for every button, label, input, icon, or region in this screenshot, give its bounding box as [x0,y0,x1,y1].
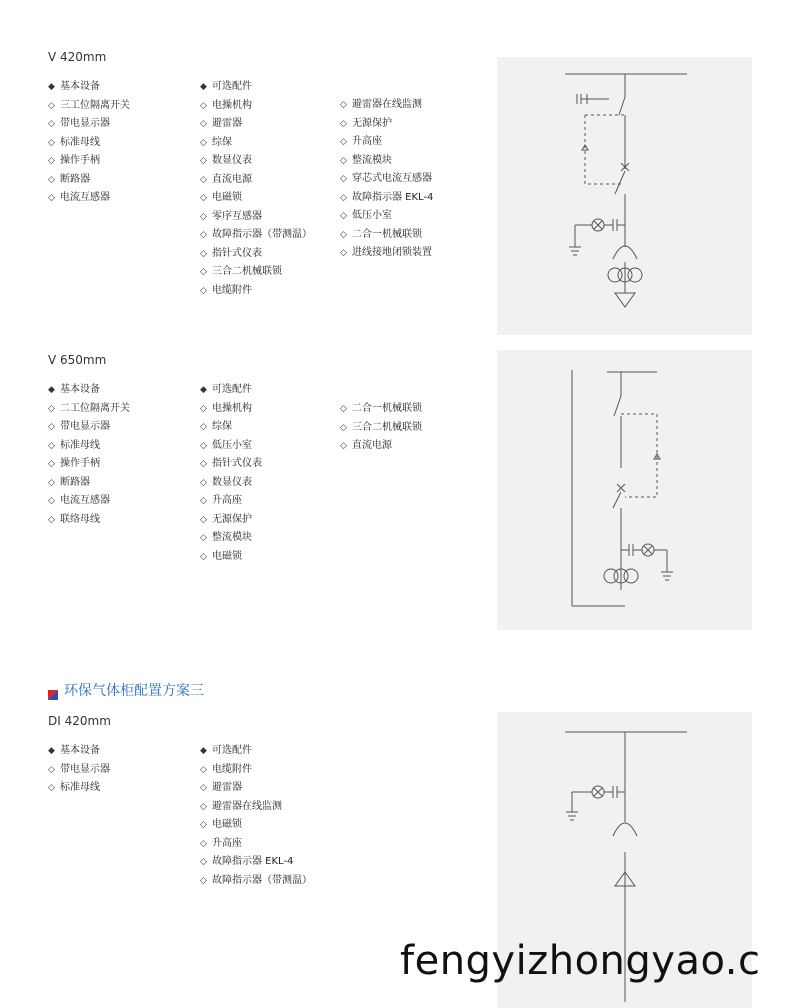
list-item [200,171,312,190]
list-item-label: 指针式仪表 [212,247,262,259]
section-1-optional-list [200,78,312,300]
filled-diamond-icon: ◆ [200,385,207,395]
list-item [48,761,110,780]
list-item [48,171,130,190]
hollow-diamond-icon: ◇ [200,533,207,543]
list-item [200,78,312,97]
list-item [48,78,130,97]
list-item [200,282,312,301]
list-item [48,742,110,761]
list-item [200,511,262,530]
list-item [200,761,312,780]
hollow-diamond-icon: ◇ [48,403,55,414]
hollow-diamond-icon: ◇ [200,156,207,166]
hollow-diamond-icon: ◇ [340,441,347,451]
hollow-diamond-icon: ◇ [340,155,347,166]
section-2-optional-list [200,381,262,566]
list-item [48,134,130,153]
list-item-label: 指针式仪表 [212,458,262,469]
hollow-diamond-icon: ◇ [200,551,207,562]
list-item-label: 三合二机械联锁 [352,421,422,433]
watermark-text: fengyizhongyao.c [400,938,761,984]
list-item-label: 故障指示器（带测温） [212,229,312,240]
hollow-diamond-icon: ◇ [200,857,207,867]
list-item [340,244,433,263]
hollow-diamond-icon: ◇ [340,422,347,433]
list-item-label: 三工位隔离开关 [60,99,130,111]
hollow-diamond-icon: ◇ [340,118,347,129]
list-item [200,208,312,227]
hollow-diamond-icon: ◇ [48,100,55,111]
list-item-label: 联络母线 [60,513,100,525]
filled-diamond-icon: ◆ [48,82,55,92]
list-item-label: 基本设备 [60,384,100,395]
hollow-diamond-icon: ◇ [48,496,55,506]
hollow-diamond-icon: ◇ [340,211,347,221]
hollow-diamond-icon: ◇ [48,137,55,148]
section-3-title: DI 420mm [48,714,111,728]
list-item [200,245,312,264]
hollow-diamond-icon: ◇ [340,192,347,203]
list-item-label: 避雷器在线监测 [352,99,422,110]
list-item [200,263,312,282]
hollow-diamond-icon: ◇ [340,100,347,110]
list-item [200,548,262,567]
list-item-label: 升高座 [352,136,382,147]
list-item [200,872,312,891]
list-item [48,492,130,511]
list-item-label: 操作手柄 [60,155,100,166]
hollow-diamond-icon: ◇ [200,285,207,296]
section-3-basic-list [48,742,110,798]
section-2-title: V 650mm [48,353,107,367]
list-item-label: 避雷器在线监测 [212,800,282,812]
list-item-label: 标准母线 [60,136,100,148]
list-item [48,455,130,474]
list-item [340,226,433,245]
hollow-diamond-icon: ◇ [200,514,207,525]
hollow-diamond-icon: ◇ [200,801,207,812]
hollow-diamond-icon: ◇ [200,459,207,469]
section-3-optional-list [200,742,312,890]
list-item-label: 数显仪表 [212,476,252,488]
list-item-label: 故障指示器（带测温） [212,874,312,886]
list-item-label: 断路器 [60,173,90,185]
hollow-diamond-icon: ◇ [200,230,207,240]
list-item-label: 无源保护 [212,513,252,525]
scheme-heading-text: 环保气体柜配置方案三 [64,683,204,699]
list-item-label: 电磁锁 [212,550,242,562]
list-item-label: 标准母线 [60,782,100,793]
section-2-optional-list-2 [340,400,422,456]
list-item [340,400,422,419]
section-1-basic-list [48,78,130,208]
list-item [200,779,312,798]
list-item-label: 操作手柄 [60,458,100,469]
list-item [340,437,422,456]
list-item-label: 二工位隔离开关 [60,402,130,414]
list-item [200,474,262,493]
hollow-diamond-icon: ◇ [200,783,207,793]
hollow-diamond-icon: ◇ [48,514,55,525]
list-item-label: 电流互感器 [60,495,110,506]
list-item-label: 电缆附件 [212,763,252,775]
list-item-label: 综保 [212,136,232,148]
list-item [48,511,130,530]
list-item-label: 升高座 [212,837,242,849]
hollow-diamond-icon: ◇ [48,764,55,775]
list-item-label: 带电显示器 [60,421,110,432]
wiring-diagram-2 [497,350,752,630]
hollow-diamond-icon: ◇ [340,248,347,258]
hollow-diamond-icon: ◇ [48,440,55,451]
list-item-label: 可选配件 [212,81,252,92]
hollow-diamond-icon: ◇ [340,229,347,240]
hollow-diamond-icon: ◇ [200,403,207,414]
list-item-label: 直流电源 [212,173,252,185]
list-item-label: 零序互感器 [212,210,262,222]
list-item [48,189,130,208]
hollow-diamond-icon: ◇ [200,440,207,451]
section-2-basic-list [48,381,130,529]
list-item [200,437,262,456]
list-item-label: 可选配件 [212,745,252,756]
list-item [340,419,422,438]
hollow-diamond-icon: ◇ [200,248,207,259]
list-item [340,152,433,171]
hollow-diamond-icon: ◇ [200,193,207,203]
list-item [200,400,262,419]
hollow-diamond-icon: ◇ [48,422,55,432]
hollow-diamond-icon: ◇ [200,100,207,111]
list-item-label: 故障指示器 EKL-4 [212,856,294,867]
list-item-label: 带电显示器 [60,763,110,775]
list-item [340,133,433,152]
list-item [200,381,262,400]
list-item [340,189,433,208]
hollow-diamond-icon: ◇ [200,137,207,148]
list-item [200,816,312,835]
hollow-diamond-icon: ◇ [48,477,55,488]
hollow-diamond-icon: ◇ [340,404,347,414]
list-item-label: 电缆附件 [212,284,252,296]
list-item-label: 基本设备 [60,81,100,92]
list-item-label: 三合二机械联锁 [212,266,282,277]
list-item [48,437,130,456]
hollow-diamond-icon: ◇ [48,459,55,469]
list-item-label: 避雷器 [212,782,242,793]
list-item [340,207,433,226]
list-item [200,853,312,872]
list-item [200,226,312,245]
list-item-label: 无源保护 [352,117,392,129]
wiring-diagram-1 [497,57,752,335]
list-item-label: 二合一机械联锁 [352,403,422,414]
hollow-diamond-icon: ◇ [200,211,207,222]
list-item-label: 低压小室 [352,210,392,221]
list-item [48,97,130,116]
hollow-diamond-icon: ◇ [200,477,207,488]
list-item-label: 直流电源 [352,440,392,451]
list-item-label: 低压小室 [212,439,252,451]
list-item-label: 整流模块 [352,154,392,166]
list-item-label: 电操机构 [212,99,252,111]
hollow-diamond-icon: ◇ [200,422,207,432]
red-blue-square-icon [48,685,58,695]
hollow-diamond-icon: ◇ [200,267,207,277]
hollow-diamond-icon: ◇ [48,783,55,793]
hollow-diamond-icon: ◇ [340,137,347,147]
diagram-panel-2 [497,350,752,630]
filled-diamond-icon: ◆ [200,746,207,756]
section-1-optional-list-2 [340,96,433,263]
filled-diamond-icon: ◆ [48,385,55,395]
hollow-diamond-icon: ◇ [48,156,55,166]
list-item [48,779,110,798]
list-item-label: 整流模块 [212,532,252,543]
list-item-label: 故障指示器 EKL-4 [352,191,434,203]
hollow-diamond-icon: ◇ [48,119,55,129]
list-item [340,170,433,189]
list-item-label: 二合一机械联锁 [352,228,422,240]
list-item [200,115,312,134]
diagram-panel-1 [497,57,752,335]
filled-diamond-icon: ◆ [200,82,207,92]
list-item-label: 基本设备 [60,745,100,756]
list-item [200,798,312,817]
filled-diamond-icon: ◆ [48,746,55,756]
hollow-diamond-icon: ◇ [200,838,207,849]
list-item [340,115,433,134]
hollow-diamond-icon: ◇ [200,496,207,506]
list-item-label: 升高座 [212,495,242,506]
list-item-label: 电磁锁 [212,819,242,830]
list-item [200,835,312,854]
list-item-label: 电流互感器 [60,192,110,203]
list-item-label: 标准母线 [60,439,100,451]
section-1-title: V 420mm [48,50,107,64]
list-item [200,492,262,511]
list-item [340,96,433,115]
list-item [200,455,262,474]
list-item-label: 断路器 [60,476,90,488]
list-item [200,97,312,116]
hollow-diamond-icon: ◇ [48,193,55,203]
list-item [48,115,130,134]
list-item [200,529,262,548]
hollow-diamond-icon: ◇ [48,174,55,185]
list-item [200,189,312,208]
list-item [200,134,312,153]
list-item [200,742,312,761]
list-item [48,418,130,437]
hollow-diamond-icon: ◇ [200,764,207,775]
list-item [200,152,312,171]
list-item [48,400,130,419]
list-item-label: 综保 [212,421,232,432]
hollow-diamond-icon: ◇ [200,119,207,129]
list-item-label: 穿芯式电流互感器 [352,173,432,184]
list-item-label: 电磁锁 [212,192,242,203]
hollow-diamond-icon: ◇ [200,174,207,185]
list-item [200,418,262,437]
hollow-diamond-icon: ◇ [200,820,207,830]
list-item-label: 带电显示器 [60,118,110,129]
list-item-label: 数显仪表 [212,155,252,166]
list-item [48,152,130,171]
hollow-diamond-icon: ◇ [340,174,347,184]
list-item-label: 电操机构 [212,402,252,414]
list-item [48,381,130,400]
hollow-diamond-icon: ◇ [200,875,207,886]
list-item [48,474,130,493]
list-item-label: 避雷器 [212,118,242,129]
scheme-heading [48,680,204,700]
list-item-label: 进线接地闭锁装置 [352,247,432,258]
list-item-label: 可选配件 [212,384,252,395]
